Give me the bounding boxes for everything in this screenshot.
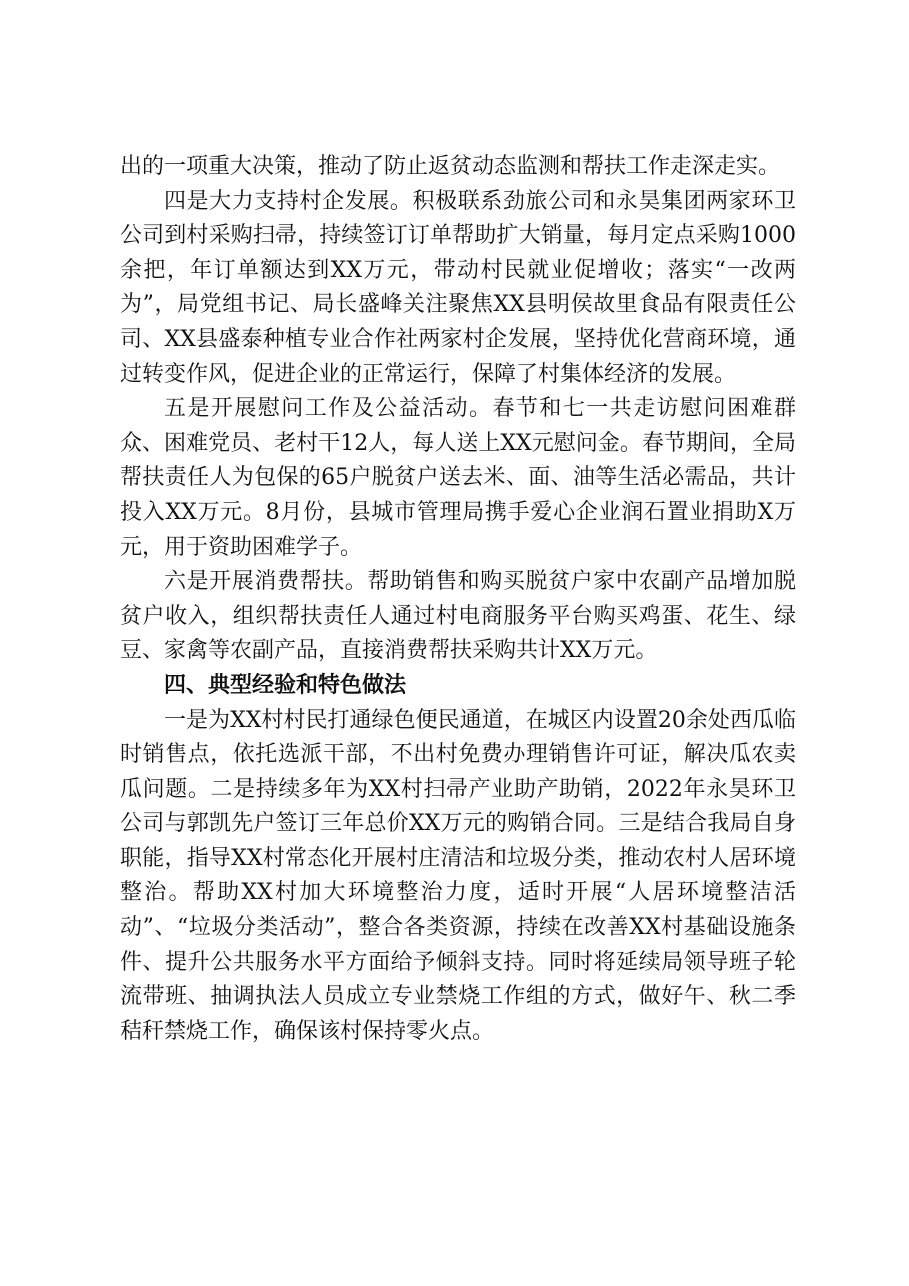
paragraph-consumption-assistance: 六是开展消费帮扶。帮助销售和购买脱贫户家中农副产品增加脱贫户收入，组织帮扶责任人通过村电商服务平台购买鸡蛋、花生、绿豆、家禽等农副产品，直接消费帮扶采购共计XX万元。 (120, 569, 796, 664)
document-body (120, 150, 796, 1049)
paragraph-continuation: 出的一项重大决策，推动了防止返贫动态监测和帮扶工作走深走实。 (120, 154, 781, 179)
section-heading: 四、典型经验和特色做法 (164, 672, 407, 698)
paragraph-condolence-activities: 五是开展慰问工作及公益活动。春节和七一共走访慰问困难群众、困难党员、老村干12人，每人送上XX元慰问金。春节期间，全局帮扶责任人为包保的65户脱贫户送去米、面、油等生活必需品，共计投入XX万元。8月份，县城市管理局携手爱心企业润石置业捐助X万元，用于资助困难学子。 (120, 396, 796, 560)
paragraph-village-enterprise: 四是大力支持村企发展。积极联系劲旅公司和永昊集团两家环卫公司到村采购扫帚，持续签订订单帮助扩大销量，每月定点采购1000余把，年订单额达到XX万元，带动村民就业促增收；落实“一改两为”，局党组书记、局长盛峰关注聚焦XX县明侯故里食品有限责任公司、XX县盛泰种植专业合作社两家村企发展，坚持优化营商环境，通过转变作风，促进企业的正常运行，保障了村集体经济的发展。 (120, 188, 796, 387)
paragraph-typical-experience: 一是为XX村村民打通绿色便民通道，在城区内设置20余处西瓜临时销售点，依托选派干部，不出村免费办理销售许可证，解决瓜农卖瓜问题。二是持续多年为XX村扫帚产业助产助销，2022年永昊环卫公司与郭凯先户签订三年总价XX万元的购销合同。三是结合我局自身职能，指导XX村常态化开展村庄清洁和垃圾分类，推动农村人居环境整治。帮助XX村加大环境整治力度，适时开展“人居环境整洁活动”、“垃圾分类活动”，整合各类资源，持续在改善XX村基础设施条件、提升公共服务水平方面给予倾斜支持。同时将延续局领导班子轮流带班、抽调执法人员成立专业禁烧工作组的方式，做好午、秋二季秸秆禁烧工作，确保该村保持零火点。 (120, 707, 796, 1044)
